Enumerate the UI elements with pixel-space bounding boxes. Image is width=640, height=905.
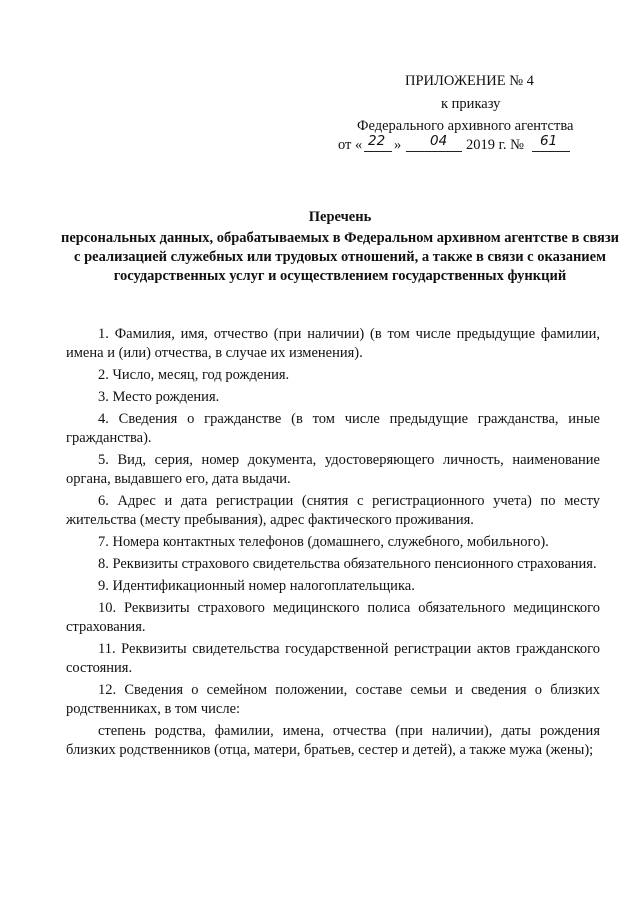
list-item: 11. Реквизиты свидетельства государственной регистрации актов гражданского состояния.	[66, 641, 600, 676]
list-item: 5. Вид, серия, номер документа, удостоверяющего личность, наименование органа, выдавшего его, дата выдачи.	[66, 452, 600, 487]
list-item: 9. Идентификационный номер налогоплательщика.	[98, 578, 415, 594]
list-item: 12. Сведения о семейном положении, составе семьи и сведения о близких родственниках, в том числе:	[66, 682, 600, 717]
month-underline	[406, 151, 462, 152]
list-item: 7. Номера контактных телефонов (домашнего, служебного, мобильного).	[98, 534, 549, 550]
date-prefix: от «	[338, 137, 363, 153]
appendix-label: ПРИЛОЖЕНИЕ № 4	[405, 73, 534, 89]
personal-data-list	[66, 325, 600, 763]
day-underline	[364, 151, 392, 152]
to-order-label: к приказу	[441, 96, 501, 112]
number-underline	[532, 151, 570, 152]
agency-label: Федерального архивного агентства	[357, 118, 574, 134]
list-item: 1. Фамилия, имя, отчество (при наличии) (в том числе предыдущие фамилии, имена и (или) отчества, в случае их изменения).	[66, 326, 600, 361]
list-item: 2. Число, месяц, год рождения.	[98, 367, 290, 383]
handwritten-day: 22	[368, 133, 386, 149]
document-title: Перечень	[308, 209, 372, 225]
list-item: 10. Реквизиты страхового медицинского полиса обязательного медицинского страхования.	[66, 600, 600, 635]
handwritten-month: 04	[430, 133, 448, 149]
handwritten-order-number: 61	[540, 133, 558, 149]
list-item: 3. Место рождения.	[98, 389, 220, 405]
document-subtitle: персональных данных, обрабатываемых в Федеральном архивном агентстве в связи с реализацией служебных или трудовых отношений, а также в связи с оказанием государственных услуг и осуществлением государственных функций	[60, 230, 620, 284]
list-item: 8. Реквизиты страхового свидетельства обязательного пенсионного страхования.	[98, 556, 597, 572]
date-mid: »	[394, 137, 402, 153]
list-item: 6. Адрес и дата регистрации (снятия с регистрационного учета) по месту жительства (месту пребывания), адрес фактического проживания.	[66, 493, 600, 528]
list-item: 4. Сведения о гражданстве (в том числе предыдущие гражданства, иные гражданства).	[66, 411, 600, 446]
year-number-label: 2019 г. №	[466, 137, 525, 153]
list-subitem: степень родства, фамилии, имена, отчества (при наличии), даты рождения близких родственников (отца, матери, братьев, сестер и детей), а также мужа (жены);	[66, 723, 600, 758]
